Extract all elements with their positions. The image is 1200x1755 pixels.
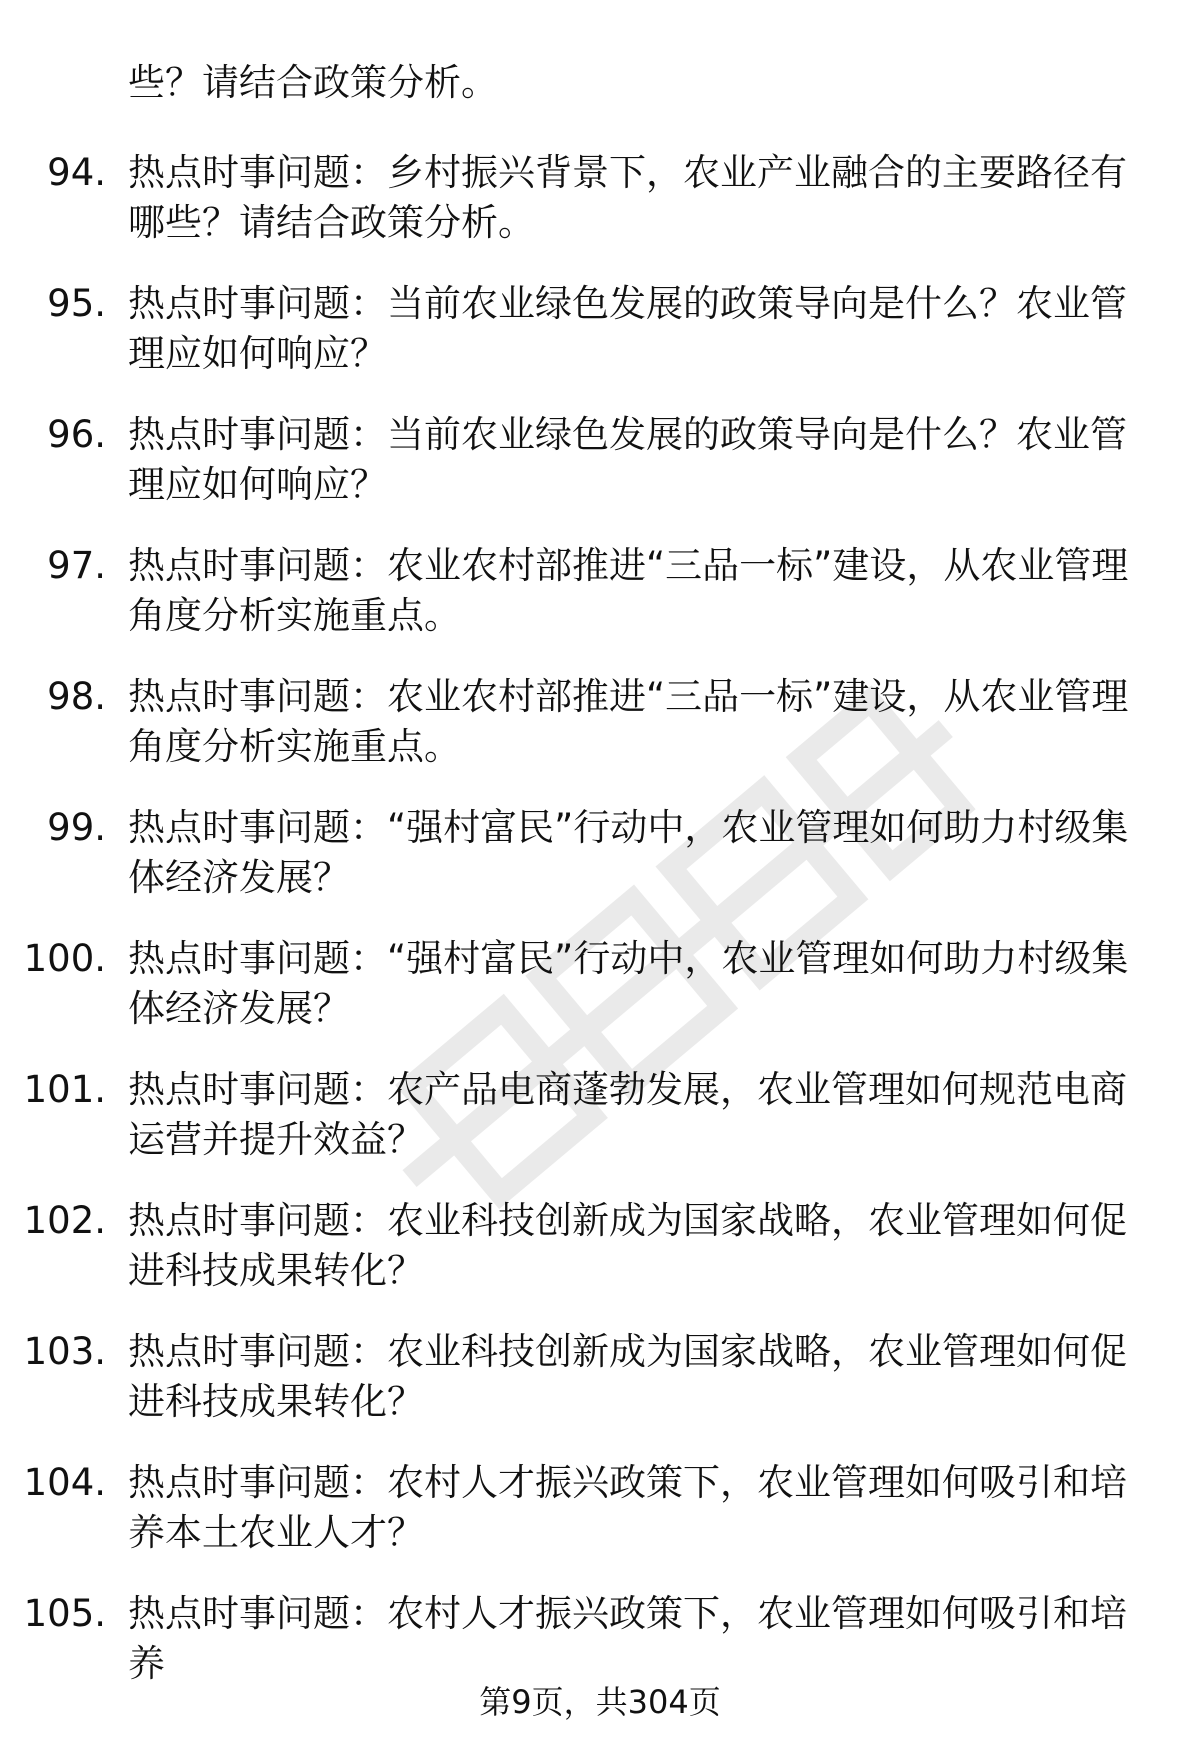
question-text: 热点时事问题：农业农村部推进“三品一标”建设，从农业管理角度分析实施重点。 <box>128 544 1129 637</box>
question-item <box>0 1196 1200 1327</box>
question-number: 101. <box>23 1068 106 1111</box>
question-text: 热点时事问题：农村人才振兴政策下，农业管理如何吸引和培养本土农业人才？ <box>128 1461 1127 1554</box>
question-item <box>0 410 1200 541</box>
question-text: 热点时事问题：“强村富民”行动中，农业管理如何助力村级集体经济发展？ <box>128 937 1129 1030</box>
question-item <box>0 1458 1200 1589</box>
question-number: 96. <box>47 413 106 456</box>
question-text: 热点时事问题：农业科技创新成为国家战略，农业管理如何促进科技成果转化？ <box>128 1330 1127 1423</box>
question-item <box>0 541 1200 672</box>
question-text: 热点时事问题：“强村富民”行动中，农业管理如何助力村级集体经济发展？ <box>128 806 1129 899</box>
question-item <box>0 672 1200 803</box>
question-item <box>0 279 1200 410</box>
question-number: 98. <box>47 675 106 718</box>
question-number: 99. <box>47 806 106 849</box>
question-text: 热点时事问题：当前农业绿色发展的政策导向是什么？农业管理应如何响应？ <box>128 413 1127 506</box>
question-text: 热点时事问题：农产品电商蓬勃发展，农业管理如何规范电商运营并提升效益？ <box>128 1068 1127 1161</box>
page-footer: 第9页，共304页 <box>479 1683 721 1721</box>
question-number: 105. <box>23 1592 106 1635</box>
question-number: 94. <box>47 151 106 194</box>
question-item <box>0 1327 1200 1458</box>
question-text: 热点时事问题：当前农业绿色发展的政策导向是什么？农业管理应如何响应？ <box>128 282 1127 375</box>
question-number: 102. <box>23 1199 106 1242</box>
question-text: 热点时事问题：乡村振兴背景下，农业产业融合的主要路径有哪些？请结合政策分析。 <box>128 151 1127 244</box>
question-item <box>0 1065 1200 1196</box>
question-text: 热点时事问题：农业科技创新成为国家战略，农业管理如何促进科技成果转化？ <box>128 1199 1127 1292</box>
question-item <box>0 803 1200 934</box>
question-number: 100. <box>23 937 106 980</box>
question-text: 热点时事问题：农村人才振兴政策下，农业管理如何吸引和培养 <box>128 1592 1127 1685</box>
question-item <box>0 934 1200 1065</box>
question-number: 103. <box>23 1330 106 1373</box>
question-number: 97. <box>47 544 106 587</box>
question-list <box>0 148 1200 1720</box>
question-number: 95. <box>47 282 106 325</box>
question-item <box>0 148 1200 279</box>
question-text: 热点时事问题：农业农村部推进“三品一标”建设，从农业管理角度分析实施重点。 <box>128 675 1129 768</box>
question-number: 104. <box>23 1461 106 1504</box>
continuation-text: 些？请结合政策分析。 <box>128 61 498 104</box>
